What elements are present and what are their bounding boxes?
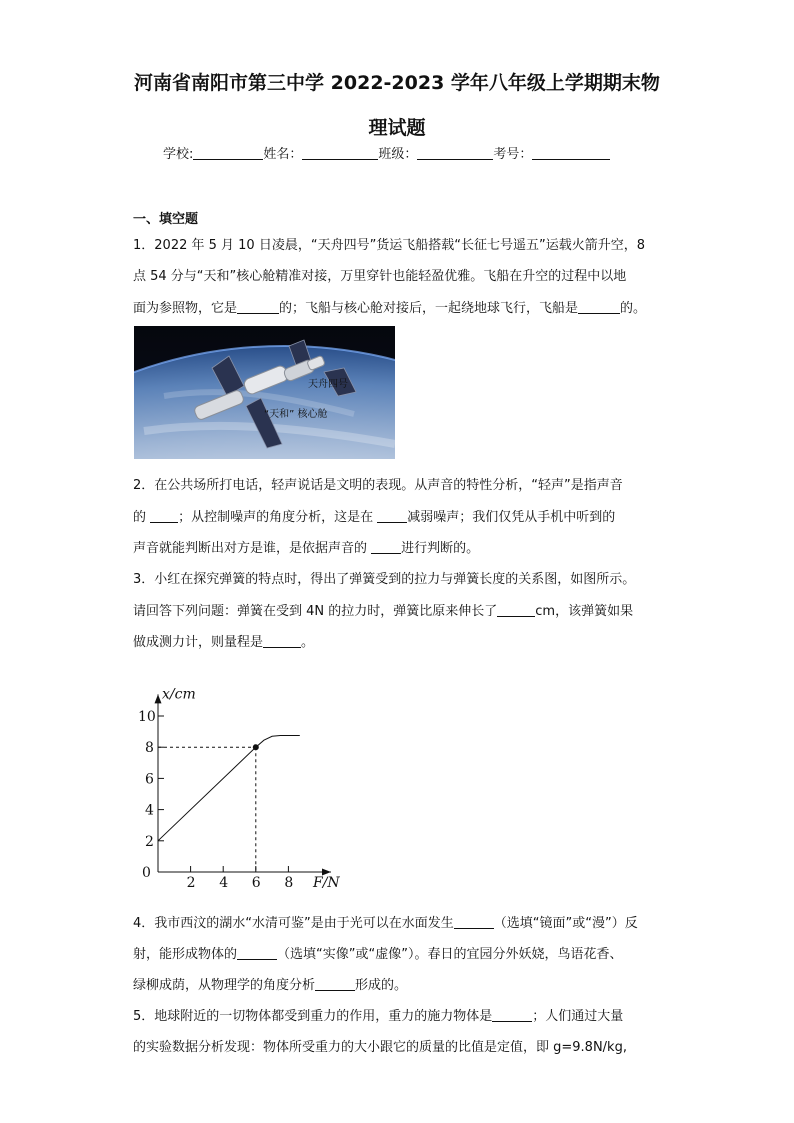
q4-text-e: 绿柳成荫，从物理学的角度分析: [133, 978, 316, 993]
q4-line2: [133, 943, 622, 962]
q5-blank-1[interactable]: [492, 1009, 532, 1022]
q4-text-b: （选填“镜面”或“漫”）反: [493, 916, 638, 931]
x-tick-label: 2: [186, 875, 196, 891]
q2-text-e: 进行判断的。: [401, 541, 480, 556]
q1-blank-1[interactable]: [237, 301, 279, 314]
school-blank[interactable]: [193, 145, 263, 160]
spring-graph-svg: [133, 656, 343, 896]
q2-text-b: ；从控制噪声的角度分析，这是在: [178, 510, 378, 525]
q5-line2: 的实验数据分析发现：物体所受重力的大小跟它的质量的比值是定值，即 g=9.8N/kg,: [133, 1040, 627, 1055]
y-tick-label: 10: [138, 709, 156, 725]
label-tianzhou: 天舟四号: [308, 379, 348, 390]
q2-blank-1[interactable]: [150, 510, 178, 523]
y-tick-label: 6: [145, 771, 154, 788]
q3-blank-1[interactable]: [497, 604, 535, 617]
q5-text-a: 5．地球附近的一切物体都受到重力的作用，重力的施力物体是: [133, 1009, 493, 1024]
q5-text-b: ；人们通过大量: [532, 1009, 624, 1024]
school-label: 学校:: [163, 147, 194, 162]
q3-line1: 3．小红在探究弹簧的特点时，得出了弹簧受到的拉力与弹簧长度的关系图，如图所示。: [133, 572, 636, 587]
highlight-point: [253, 744, 259, 750]
q4-line1: [133, 912, 638, 931]
q2-text-d: 声音就能判断出对方是谁，是依据声音的: [133, 541, 372, 556]
q2-line1: 2．在公共场所打电话，轻声说话是文明的表现。从声音的特性分析，“轻声”是指声音: [133, 478, 623, 493]
q1-line2: 点 54 分与“天和”核心舱精准对接，万里穿针也能轻盈优雅。飞船在升空的过程中以地: [133, 269, 627, 284]
q4-blank-2[interactable]: [237, 947, 277, 960]
x-tick-label: 6: [251, 875, 261, 891]
exam-number-label: 考号：: [493, 147, 533, 162]
x-tick-label: 4: [219, 875, 229, 891]
q2-line2: [133, 506, 615, 525]
q3-text-d: 。: [301, 635, 315, 650]
x-axis-label: F/N: [313, 875, 340, 891]
q1-line1: 1．2022 年 5 月 10 日凌晨，“天舟四号”货运飞船搭载“长征七号遥五”运载火箭升空，8: [133, 238, 646, 253]
q1-text-a: 面为参照物，它是: [133, 301, 238, 316]
y-axis-label: x/cm: [162, 686, 196, 703]
q1-text-c: 的。: [620, 301, 647, 316]
q4-text-d: （选填“实像”或“虚像”）。春日的宜园分外妖娆，鸟语花香、: [277, 947, 623, 962]
q2-text-c: 减弱噪声；我们仅凭从手机中听到的: [407, 510, 616, 525]
y-axis-arrow: [155, 694, 162, 703]
q4-text-f: 形成的。: [355, 978, 408, 993]
label-tianhe: “天和” 核心舱: [264, 409, 328, 420]
student-info-row: [163, 143, 610, 162]
q4-line3: [133, 974, 407, 993]
y-tick-label: 8: [145, 740, 154, 757]
q2-line3: [133, 537, 479, 556]
q2-blank-2[interactable]: [377, 510, 407, 523]
section-title: 一、填空题: [133, 212, 199, 227]
x-tick-label: 8: [284, 875, 294, 891]
q2-text-a: 的: [133, 510, 151, 525]
q3-line2: [133, 600, 633, 619]
q3-blank-2[interactable]: [263, 635, 301, 648]
q3-text-c: 做成测力计，则量程是: [133, 635, 264, 650]
page-title-line1: 河南省南阳市第三中学 2022-2023 学年八年级上学期期末物: [134, 72, 660, 94]
space-station-illustration: [134, 326, 395, 459]
q2-blank-3[interactable]: [371, 541, 401, 554]
y-tick-label: 4: [145, 802, 154, 819]
q4-blank-1[interactable]: [454, 916, 494, 929]
q1-line3: [133, 297, 646, 316]
y-tick-label: 2: [145, 833, 154, 850]
q5-line1: [133, 1005, 623, 1024]
page-title-line2: 理试题: [368, 117, 426, 139]
q3-text-a: 请回答下列问题：弹簧在受到 4N 的拉力时，弹簧比原来伸长了: [133, 604, 498, 619]
q1-text-b: 的；飞船与核心舱对接后，一起绕地球飞行，飞船是: [279, 301, 579, 316]
class-label: 班级：: [378, 147, 418, 162]
q4-text-a: 4．我市西汶的湖水“水清可鉴”是由于光可以在水面发生: [133, 916, 454, 931]
q4-text-c: 射，能形成物体的: [133, 947, 238, 962]
space-station-photo: [134, 326, 395, 459]
class-blank[interactable]: [417, 145, 493, 160]
name-label: 姓名：: [263, 147, 303, 162]
q3-line3: [133, 631, 314, 650]
q4-blank-3[interactable]: [315, 978, 355, 991]
spring-curve: [158, 736, 300, 841]
exam-number-blank[interactable]: [532, 145, 610, 160]
name-blank[interactable]: [302, 145, 378, 160]
origin-label: 0: [142, 865, 151, 881]
spring-graph: [133, 656, 343, 900]
q3-text-b: cm，该弹簧如果: [535, 604, 634, 619]
q1-blank-2[interactable]: [578, 301, 620, 314]
